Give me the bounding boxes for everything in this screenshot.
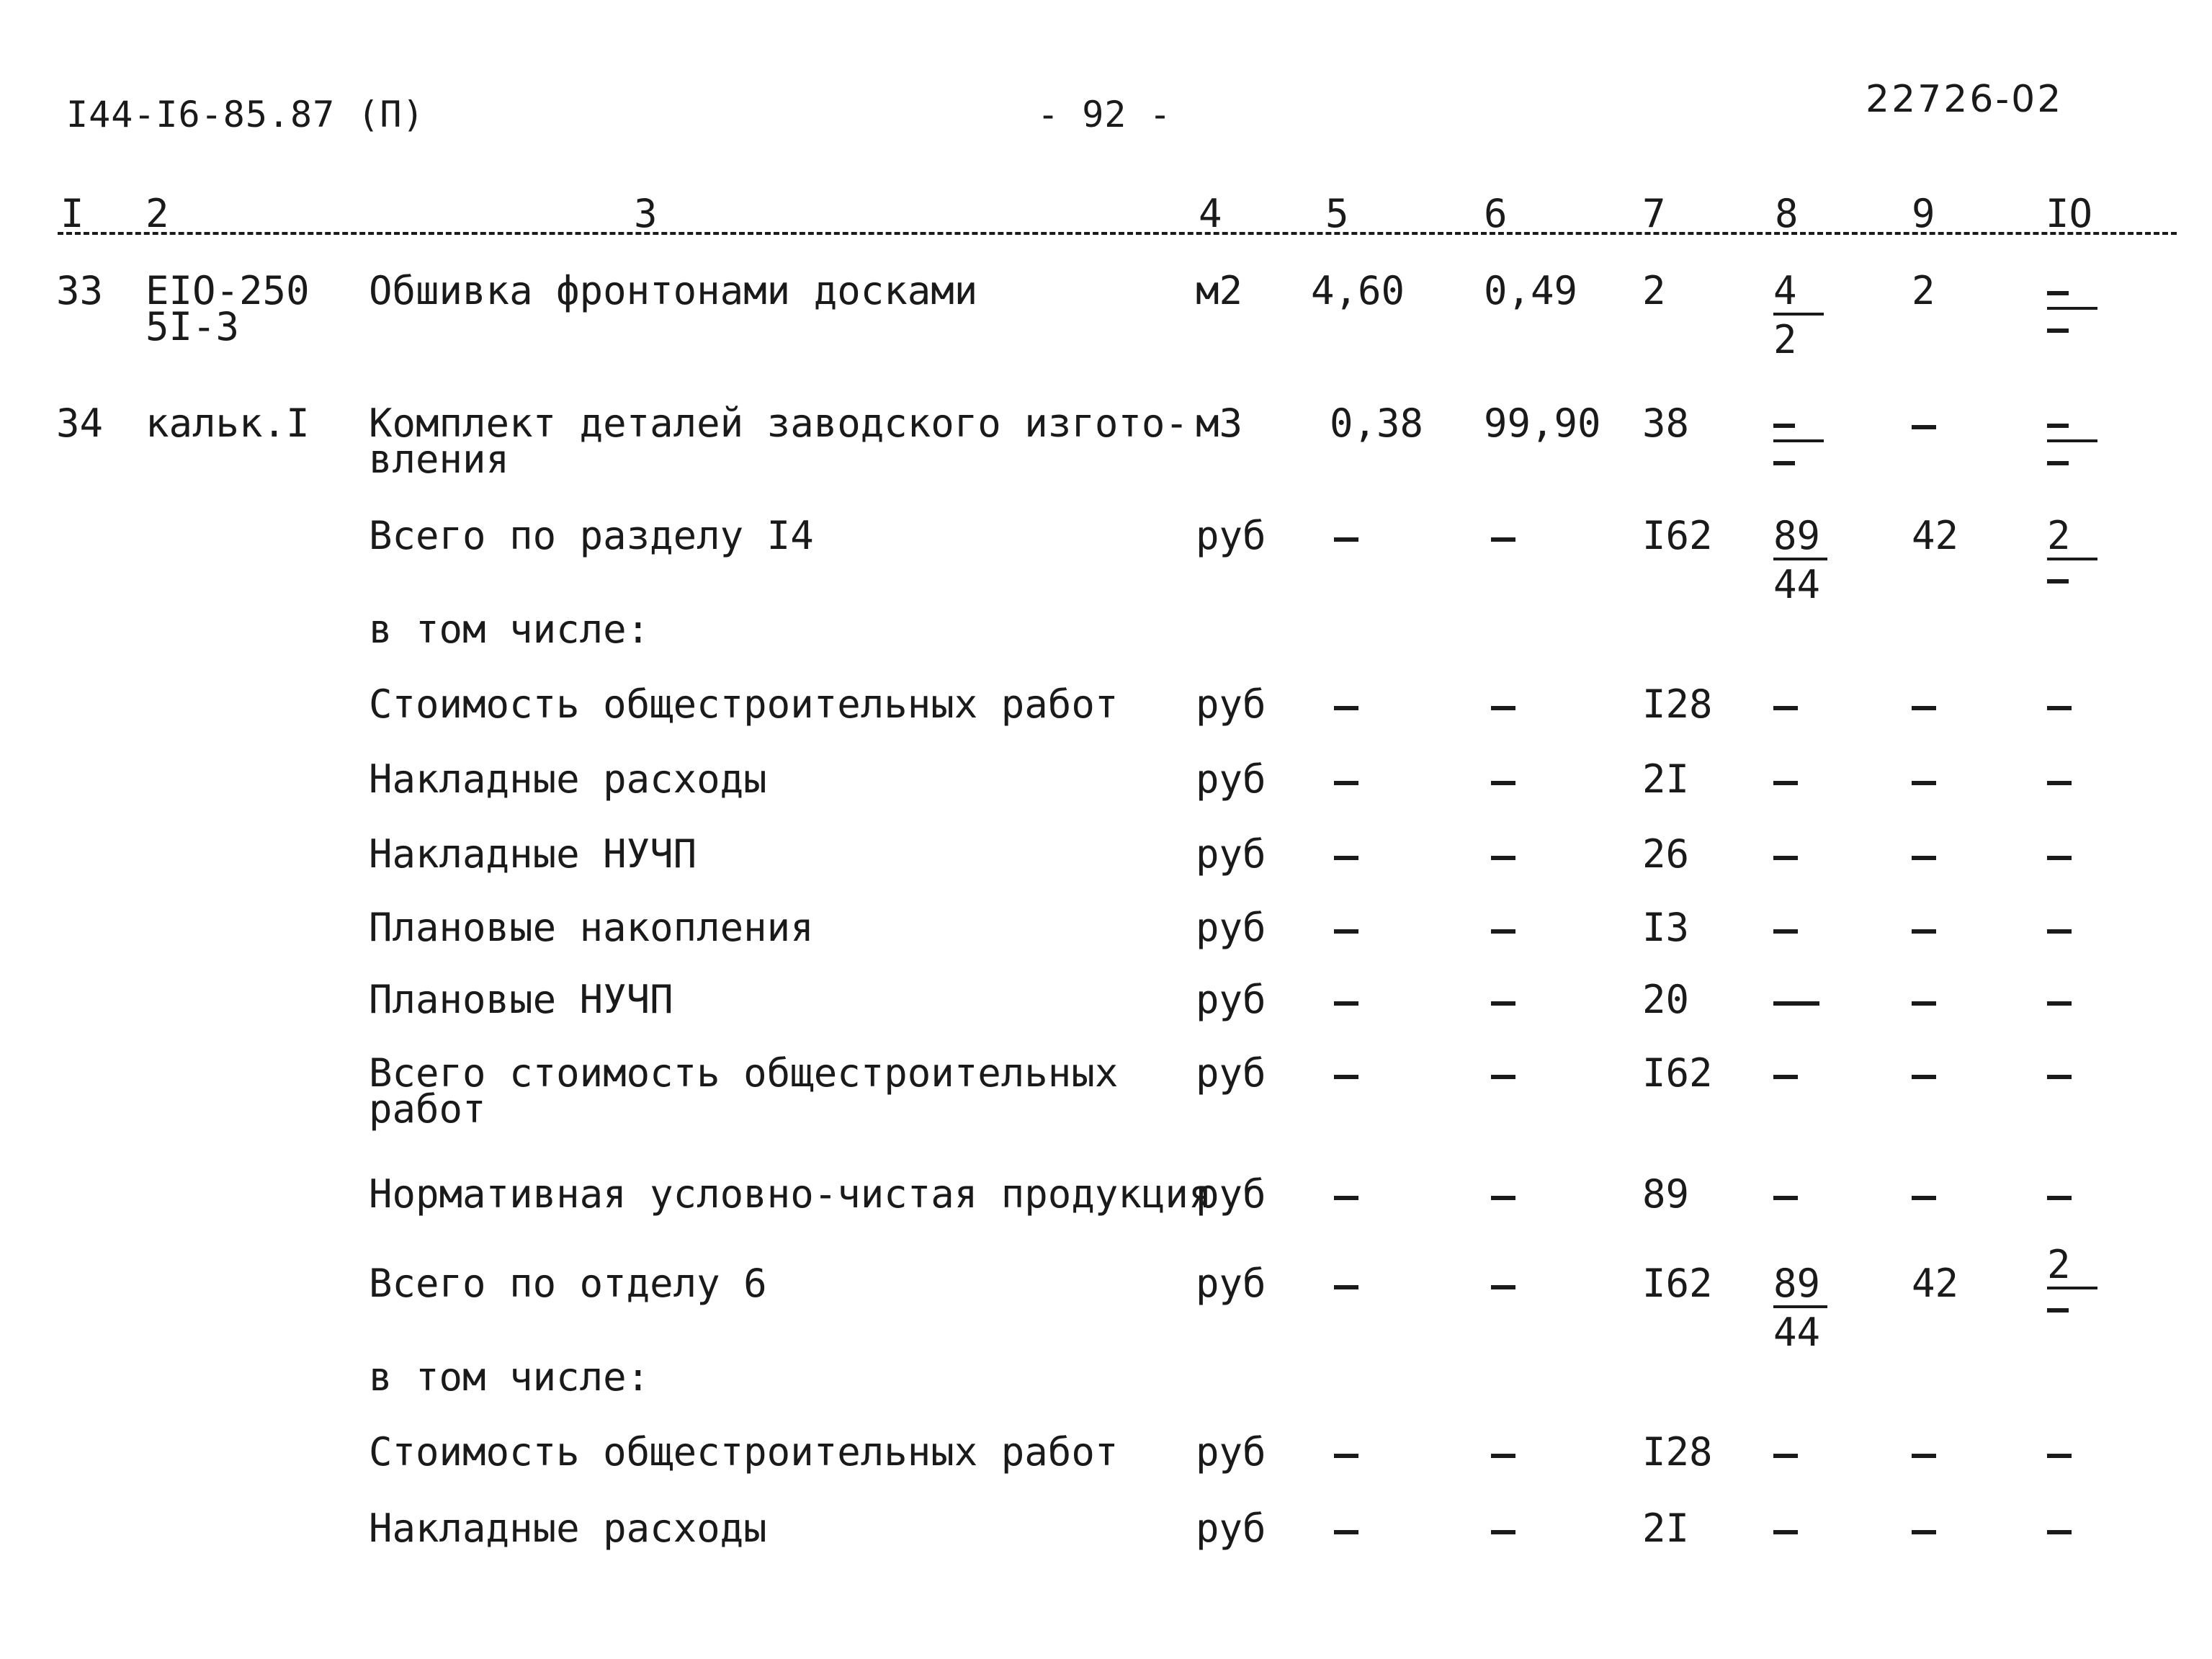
dash-mark xyxy=(1773,929,1798,934)
value-col-5 xyxy=(1334,1176,1358,1213)
dash-mark xyxy=(1491,1530,1515,1534)
column-header-4: 4 xyxy=(1199,191,1222,236)
value-col-10 xyxy=(2047,761,2072,798)
column-header-6: 6 xyxy=(1484,191,1508,236)
dash-mark xyxy=(1912,1001,1936,1006)
value-col-7: 2 xyxy=(1642,268,1666,313)
value-col-8 xyxy=(1773,1176,1798,1213)
value-col-5: 0,38 xyxy=(1330,401,1424,446)
fraction-col-8 xyxy=(1773,268,1824,362)
value-col-5 xyxy=(1334,909,1358,947)
dash-mark xyxy=(1491,856,1515,860)
dash-mark xyxy=(2047,929,2072,934)
rate-code: EIO-250 xyxy=(145,268,310,313)
dash-mark xyxy=(1334,1196,1358,1200)
value-col-5 xyxy=(1334,1510,1358,1547)
value-col-9 xyxy=(1912,909,1936,947)
item-name: Накладные расходы xyxy=(369,756,767,802)
value-col-6 xyxy=(1491,909,1515,947)
value-col-5 xyxy=(1334,1434,1358,1471)
dash-mark xyxy=(1912,706,1936,710)
value-col-10 xyxy=(2047,1510,2072,1547)
value-col-8 xyxy=(1773,686,1798,723)
dash-mark xyxy=(1334,1001,1358,1006)
value-col-7: 2I xyxy=(1642,756,1690,802)
value-col-5 xyxy=(1334,1055,1358,1092)
item-name-line-2: работ xyxy=(369,1086,486,1132)
dash-mark xyxy=(1912,1454,1936,1458)
item-name: Нормативная условно-чистая продукция xyxy=(369,1171,1212,1217)
value-col-8 xyxy=(1773,909,1798,947)
fraction-denominator: 44 xyxy=(1773,562,1821,607)
dash-mark xyxy=(1912,929,1936,934)
value-col-8 xyxy=(1773,836,1798,873)
value-col-10 xyxy=(2047,686,2072,723)
dash-mark xyxy=(1912,1530,1936,1534)
unit: руб xyxy=(1196,513,1266,558)
value-col-6 xyxy=(1491,686,1515,723)
item-name-line-2: вления xyxy=(369,437,510,482)
value-col-7: I28 xyxy=(1642,1429,1713,1475)
value-col-7: I62 xyxy=(1642,1261,1713,1306)
dash-mark xyxy=(1773,1075,1798,1079)
value-col-6 xyxy=(1491,1176,1515,1213)
item-name: Комплект деталей заводского изгото- xyxy=(369,401,1188,446)
unit: руб xyxy=(1196,1261,1266,1306)
dash-mark xyxy=(1912,425,1936,429)
item-name: Плановые накопления xyxy=(369,905,814,950)
dash-mark xyxy=(1912,856,1936,860)
fraction-denominator: 44 xyxy=(1773,1310,1821,1355)
value-col-6 xyxy=(1491,517,1515,555)
fraction-numerator-dash xyxy=(2047,272,2097,310)
row-number: 33 xyxy=(56,268,104,313)
dash-mark xyxy=(1912,1196,1936,1200)
value-col-9 xyxy=(1912,1510,1936,1547)
value-col-7: 38 xyxy=(1642,401,1690,446)
value-col-7: I62 xyxy=(1642,513,1713,558)
value-col-8 xyxy=(1773,1055,1798,1092)
dash-mark xyxy=(2047,1075,2072,1079)
fraction-numerator: 4 xyxy=(1773,272,1824,316)
fraction-col-10 xyxy=(2047,405,2097,470)
value-col-6 xyxy=(1491,1434,1515,1471)
column-header-7: 7 xyxy=(1642,191,1666,236)
including-label: в том числе: xyxy=(369,1354,650,1400)
dash-mark xyxy=(1334,1530,1358,1534)
unit: руб xyxy=(1196,905,1266,950)
item-name: Всего по отделу 6 xyxy=(369,1261,767,1306)
fraction-numerator: 2 xyxy=(2047,1246,2097,1289)
fraction-col-10 xyxy=(2047,1242,2097,1327)
value-col-9 xyxy=(1912,686,1936,723)
value-col-9 xyxy=(1912,1176,1936,1213)
unit: руб xyxy=(1196,831,1266,877)
value-col-10 xyxy=(2047,1055,2072,1092)
dash-mark xyxy=(1334,1075,1358,1079)
item-name: Накладные НУЧП xyxy=(369,831,697,877)
dash-mark xyxy=(1334,856,1358,860)
dash-mark xyxy=(1773,1454,1798,1458)
value-col-9: 42 xyxy=(1912,513,1959,558)
dash-mark xyxy=(1912,781,1936,785)
column-header-9: 9 xyxy=(1912,191,1935,236)
value-col-8 xyxy=(1773,1434,1798,1471)
dash-mark xyxy=(1334,1454,1358,1458)
value-col-6 xyxy=(1491,981,1515,1019)
fraction-col-8 xyxy=(1773,1261,1827,1355)
rate-code: кальк.I xyxy=(145,401,310,446)
fraction-denominator-dash xyxy=(2047,310,2097,347)
value-col-7: 89 xyxy=(1642,1171,1690,1217)
registration-stamp: 22726-02 xyxy=(1866,78,2064,121)
value-col-5 xyxy=(1334,981,1358,1019)
dash-mark xyxy=(2047,706,2072,710)
column-header-5: 5 xyxy=(1325,191,1349,236)
dash-mark xyxy=(1773,1530,1798,1534)
fraction-numerator: 89 xyxy=(1773,1265,1827,1308)
item-name: Накладные расходы xyxy=(369,1506,767,1551)
dash-mark xyxy=(2047,856,2072,860)
value-col-5 xyxy=(1334,836,1358,873)
unit: руб xyxy=(1196,756,1266,802)
fraction-denominator: 2 xyxy=(1773,317,1797,362)
dash-mark xyxy=(1491,1075,1515,1079)
column-header-1: I xyxy=(61,191,84,236)
value-col-9 xyxy=(1912,981,1936,1019)
value-col-10 xyxy=(2047,1434,2072,1471)
unit: м2 xyxy=(1196,268,1243,313)
dash-mark xyxy=(1491,929,1515,934)
dash-mark xyxy=(1912,1075,1936,1079)
value-col-5 xyxy=(1334,1265,1358,1302)
fraction-denominator-dash xyxy=(2047,1289,2097,1327)
dash-mark xyxy=(2047,1196,2072,1200)
value-col-9 xyxy=(1912,405,1936,442)
column-header-3: 3 xyxy=(634,191,658,236)
dash-mark xyxy=(2047,1530,2072,1534)
value-col-6 xyxy=(1491,1055,1515,1092)
fraction-denominator-dash xyxy=(2047,560,2097,598)
value-col-9 xyxy=(1912,1434,1936,1471)
value-col-7: 2I xyxy=(1642,1506,1690,1551)
dash-mark xyxy=(1491,781,1515,785)
dash-mark xyxy=(1334,1285,1358,1289)
column-header-2: 2 xyxy=(145,191,169,236)
item-name: Стоимость общестроительных работ xyxy=(369,681,1119,727)
dash-mark xyxy=(1334,929,1358,934)
dash-mark xyxy=(2047,1001,2072,1006)
item-name: Всего по разделу I4 xyxy=(369,513,814,558)
column-header-row xyxy=(0,191,2212,234)
value-col-10 xyxy=(2047,1176,2072,1213)
header-divider xyxy=(58,232,2177,235)
dash-mark xyxy=(1491,1001,1515,1006)
page-number: - 92 - xyxy=(1037,94,1172,135)
value-col-6 xyxy=(1491,1265,1515,1302)
value-col-7: I28 xyxy=(1642,681,1713,727)
dash-mark xyxy=(1491,1196,1515,1200)
value-col-5 xyxy=(1334,686,1358,723)
value-col-7: I62 xyxy=(1642,1050,1713,1096)
unit: руб xyxy=(1196,977,1266,1022)
dash-mark xyxy=(1773,706,1798,710)
value-col-8 xyxy=(1773,1510,1798,1547)
rate-code-line-2: 5I-3 xyxy=(145,304,240,349)
value-col-6 xyxy=(1491,761,1515,798)
row-number: 34 xyxy=(56,401,104,446)
value-col-7: 26 xyxy=(1642,831,1690,877)
fraction-denominator-dash xyxy=(1773,442,1824,470)
value-col-9 xyxy=(1912,836,1936,873)
document-code: I44-I6-85.87 (П) xyxy=(66,94,425,135)
dash-mark xyxy=(1773,1001,1819,1006)
value-col-9 xyxy=(1912,761,1936,798)
value-col-5 xyxy=(1334,761,1358,798)
column-header-10: IO xyxy=(2046,191,2093,236)
unit: м3 xyxy=(1196,401,1243,446)
value-col-5: 4,60 xyxy=(1311,268,1405,313)
fraction-numerator: 2 xyxy=(2047,517,2097,560)
fraction-col-10 xyxy=(2047,272,2097,347)
dash-mark xyxy=(1334,781,1358,785)
unit: руб xyxy=(1196,1429,1266,1475)
fraction-numerator-dash xyxy=(2047,405,2097,442)
item-name: Обшивка фронтонами досками xyxy=(369,268,978,313)
dash-mark xyxy=(2047,1454,2072,1458)
unit: руб xyxy=(1196,1171,1266,1217)
fraction-col-8 xyxy=(1773,405,1824,470)
value-col-10 xyxy=(2047,981,2072,1019)
dash-mark xyxy=(1491,1285,1515,1289)
dash-mark xyxy=(2047,781,2072,785)
value-col-6 xyxy=(1491,1510,1515,1547)
column-header-8: 8 xyxy=(1775,191,1799,236)
dash-mark xyxy=(1491,1454,1515,1458)
including-label: в том числе: xyxy=(369,607,650,652)
value-col-7: 20 xyxy=(1642,977,1690,1022)
value-col-8 xyxy=(1773,981,1819,1019)
unit: руб xyxy=(1196,681,1266,727)
dash-mark xyxy=(1773,856,1798,860)
value-col-9 xyxy=(1912,1055,1936,1092)
value-col-5 xyxy=(1334,517,1358,555)
value-col-7: I3 xyxy=(1642,905,1690,950)
value-col-6: 0,49 xyxy=(1484,268,1578,313)
value-col-8 xyxy=(1773,761,1798,798)
unit: руб xyxy=(1196,1050,1266,1096)
fraction-denominator-dash xyxy=(2047,442,2097,470)
value-col-6 xyxy=(1491,836,1515,873)
value-col-10 xyxy=(2047,836,2072,873)
dash-mark xyxy=(1491,706,1515,710)
value-col-10 xyxy=(2047,909,2072,947)
item-name: Стоимость общестроительных работ xyxy=(369,1429,1119,1475)
fraction-col-8 xyxy=(1773,513,1827,607)
value-col-9: 2 xyxy=(1912,268,1935,313)
fraction-numerator-dash xyxy=(1773,405,1824,442)
item-name: Всего стоимость общестроительных xyxy=(369,1050,1119,1096)
dash-mark xyxy=(1491,537,1515,542)
fraction-numerator: 89 xyxy=(1773,517,1827,560)
fraction-col-10 xyxy=(2047,513,2097,598)
value-col-6: 99,90 xyxy=(1484,401,1601,446)
unit: руб xyxy=(1196,1506,1266,1551)
dash-mark xyxy=(1334,706,1358,710)
dash-mark xyxy=(1334,537,1358,542)
value-col-9: 42 xyxy=(1912,1261,1959,1306)
dash-mark xyxy=(1773,781,1798,785)
item-name: Плановые НУЧП xyxy=(369,977,673,1022)
dash-mark xyxy=(1773,1196,1798,1200)
